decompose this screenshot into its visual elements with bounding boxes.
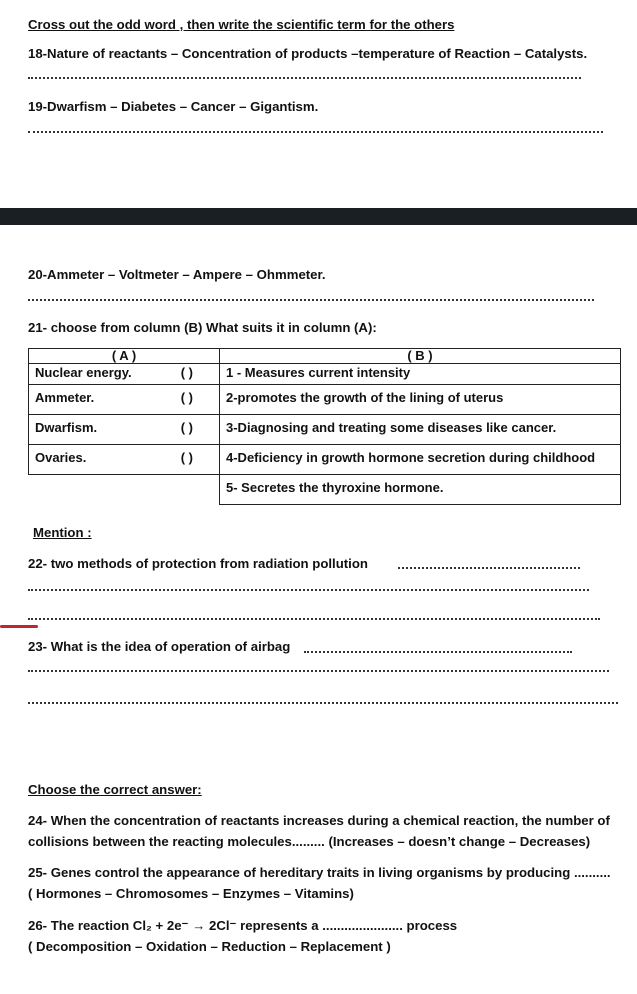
column-b-item: 2-promotes the growth of the lining of uterus bbox=[220, 385, 621, 415]
question-19: 19-Dwarfism – Diabetes – Cancer – Gigantism. bbox=[28, 99, 319, 114]
answer-line-18 bbox=[28, 77, 581, 79]
question-24-line2: collisions between the reacting molecules......... (Increases – doesn’t change – Decreases) bbox=[28, 834, 591, 849]
answer-line-19 bbox=[28, 131, 603, 133]
question-21: 21- choose from column (B) What suits it in column (A): bbox=[28, 320, 377, 335]
question-25-line2: ( Hormones – Chromosomes – Enzymes – Vitamins) bbox=[28, 886, 354, 901]
column-b-item: 3-Diagnosing and treating some diseases like cancer. bbox=[220, 415, 621, 445]
answer-parentheses: ( ) bbox=[180, 365, 193, 380]
answer-line-22b bbox=[28, 589, 589, 591]
section-heading-odd-word: Cross out the odd word , then write the scientific term for the others bbox=[28, 17, 455, 32]
question-22: 22- two methods of protection from radiation pollution bbox=[28, 556, 368, 571]
choose-heading: Choose the correct answer: bbox=[28, 782, 202, 797]
question-23: 23- What is the idea of operation of airbag bbox=[28, 639, 291, 654]
matching-table bbox=[28, 348, 621, 505]
question-26-line1: 26- The reaction Cl₂ + 2e⁻ → 2Cl⁻ represents a ...................... process bbox=[28, 918, 458, 933]
column-b-header: ( B ) bbox=[220, 349, 621, 364]
question-25-line1: 25- Genes control the appearance of hereditary traits in living organisms by producing .......... bbox=[28, 865, 611, 880]
page-divider-band bbox=[0, 208, 637, 225]
column-a-item: Ammeter. ( ) bbox=[29, 385, 220, 415]
column-b-item: 5- Secretes the thyroxine hormone. bbox=[220, 475, 621, 505]
answer-parentheses: ( ) bbox=[180, 420, 193, 435]
answer-line-23a bbox=[304, 651, 572, 653]
answer-line-22c bbox=[28, 618, 600, 620]
answer-parentheses: ( ) bbox=[180, 450, 193, 465]
answer-line-23c bbox=[28, 702, 618, 704]
answer-parentheses: ( ) bbox=[180, 390, 193, 405]
question-18: 18-Nature of reactants – Concentration of products –temperature of Reaction – Catalysts. bbox=[28, 46, 588, 61]
answer-line-22a bbox=[398, 567, 580, 569]
column-b-item: 4-Deficiency in growth hormone secretion during childhood bbox=[220, 445, 621, 475]
column-a-header: ( A ) bbox=[29, 349, 220, 364]
column-a-item: Ovaries. ( ) bbox=[29, 445, 220, 475]
answer-line-20 bbox=[28, 299, 594, 301]
column-b-item: 1 - Measures current intensity bbox=[220, 364, 621, 385]
mention-heading: Mention : bbox=[33, 525, 92, 540]
question-24-line1: 24- When the concentration of reactants increases during a chemical reaction, the number of bbox=[28, 813, 610, 828]
column-a-item: Nuclear energy. ( ) bbox=[29, 364, 220, 385]
empty-cell bbox=[29, 475, 220, 505]
red-pen-mark bbox=[0, 625, 38, 628]
question-26-line2: ( Decomposition – Oxidation – Reduction – Replacement ) bbox=[28, 939, 391, 954]
question-20: 20-Ammeter – Voltmeter – Ampere – Ohmmeter. bbox=[28, 267, 326, 282]
column-a-item: Dwarfism. ( ) bbox=[29, 415, 220, 445]
answer-line-23b bbox=[28, 670, 609, 672]
